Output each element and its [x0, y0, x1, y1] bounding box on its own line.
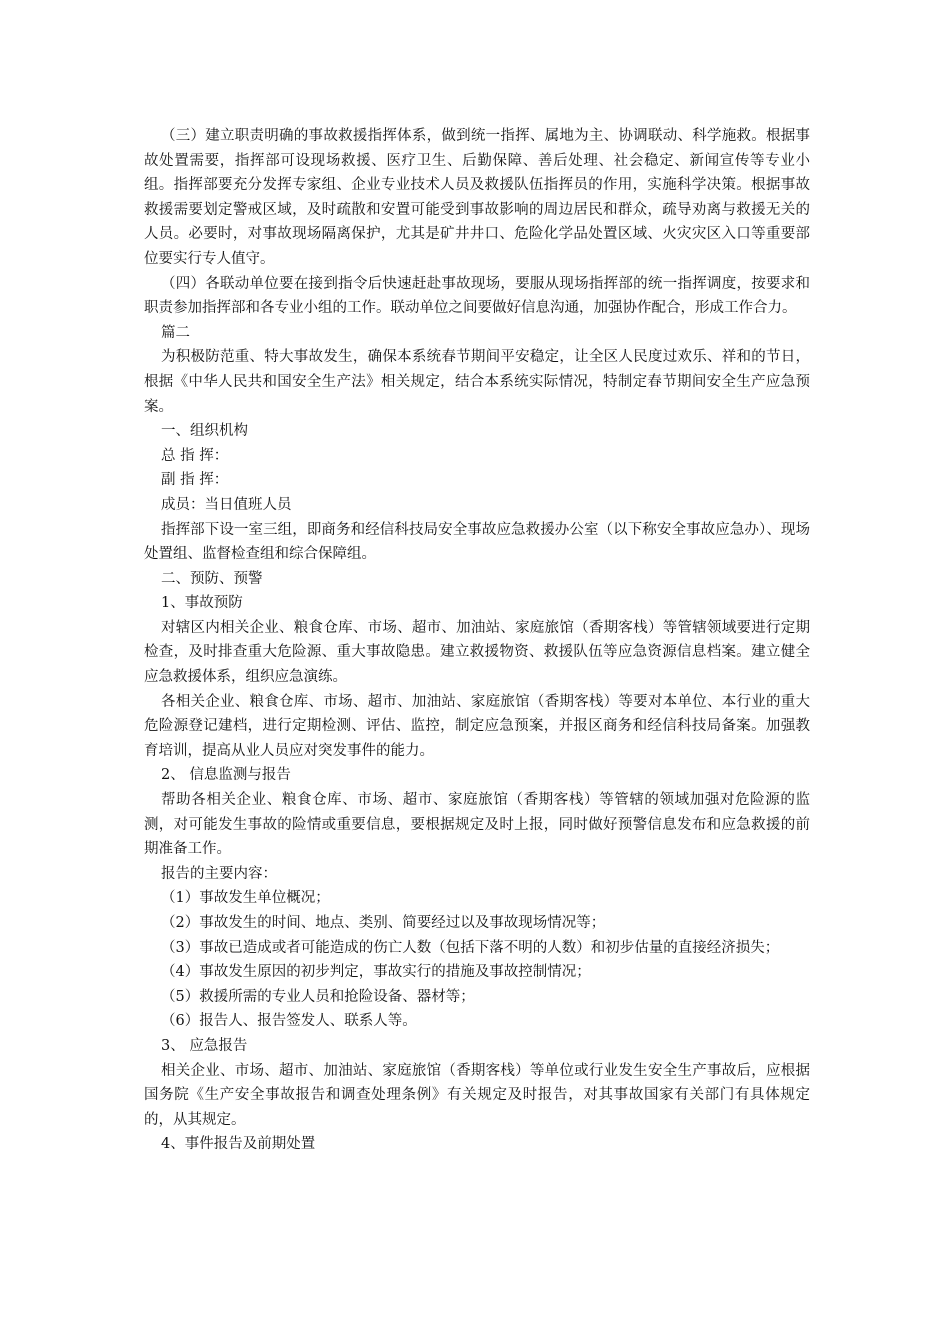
- list-item-report-1: （1）事故发生单位概况；: [161, 890, 330, 907]
- heading-emergency-report: 3、 应急报告: [161, 1037, 248, 1054]
- list-item-report-5: （5）救援所需的专业人员和抢险设备、器材等；: [161, 988, 475, 1005]
- section-heading-part-two: 篇二: [161, 324, 190, 341]
- heading-organization: 一、组织机构: [161, 423, 248, 440]
- list-item-report-6: （6）报告人、报告签发人、联系人等。: [161, 1013, 417, 1030]
- heading-event-report-initial-response: 4、事件报告及前期处置: [161, 1136, 316, 1153]
- paragraph-linkage-units: （四）各联动单位要在接到指令后快速赶赴事故现场，要服从现场指挥部的统一指挥调度，按要求和职责参加指挥部和各专业小组的工作。联动单位之间要做好信息沟通，加强协作配合，形成工作合力。: [144, 275, 810, 317]
- line-report-contents: 报告的主要内容：: [161, 865, 277, 882]
- paragraph-hazard-monitoring: 帮助各相关企业、粮食仓库、市场、超市、家庭旅馆（香期客栈）等管辖的领域加强对危险源的监测，对可能发生事故的险情或重要信息，要根据规定及时上报，同时做好预警信息发布和应急救援的前期准备工作。: [144, 792, 810, 858]
- paragraph-regular-inspection: 对辖区内相关企业、粮食仓库、市场、超市、加油站、家庭旅馆（香期客栈）等管辖领域要进行定期检查，及时排查重大危险源、重大事故隐患。建立救援物资、救援队伍等应急资源信息档案。建立健全应急救援体系，组织应急演练。: [144, 619, 810, 686]
- list-item-report-4: （4）事故发生原因的初步判定，事故实行的措施及事故控制情况；: [161, 964, 591, 981]
- line-commander: 总 指 挥：: [161, 447, 229, 464]
- list-item-report-2: （2）事故发生的时间、地点、类别、简要经过以及事故现场情况等；: [161, 915, 606, 931]
- heading-accident-prevention: 1、事故预防: [161, 595, 243, 612]
- paragraph-accident-reporting: 相关企业、市场、超市、加油站、家庭旅馆（香期客栈）等单位或行业发生安全生产事故后，应根据国务院《生产安全事故报告和调查处理条例》有关规定及时报告，对其事故国家有关部门有具体规定的，从其规定。: [144, 1062, 810, 1128]
- paragraph-plan-purpose: 为积极防范重、特大事故发生，确保本系统春节期间平安稳定，让全区人民度过欢乐、祥和的节日，根据《中华人民共和国安全生产法》相关规定，结合本系统实际情况，特制定春节期间安全生产应急预案。: [144, 349, 810, 415]
- list-item-report-3: （3）事故已造成或者可能造成的伤亡人数（包括下落不明的人数）和初步估量的直接经济损失；: [161, 939, 780, 956]
- line-members: 成员：当日值班人员: [161, 496, 292, 513]
- heading-monitoring-reporting: 2、 信息监测与报告: [161, 767, 291, 784]
- line-deputy-commander: 副 指 挥：: [161, 472, 229, 489]
- document-body: [144, 124, 810, 1157]
- paragraph-rescue-command-system: （三）建立职责明确的事故救援指挥体系，做到统一指挥、属地为主、协调联动、科学施救。根据事故处置需要，指挥部可设现场救援、医疗卫生、后勤保障、善后处理、社会稳定、新闻宣传等专业小组。指挥部要充分发挥专家组、企业专业技术人员及救援队伍指挥员的作用，实施科学决策。根据事故救援需要划定警戒区域，及时疏散和安置可能受到事故影响的周边居民和群众，疏导劝离与救援无关的人员。必要时，对事故现场隔离保护，尤其是矿井井口、危险化学品处置区域、火灾灾区入口等重要部位要实行专人值守。: [144, 128, 810, 267]
- heading-prevention-warning: 二、预防、预警: [161, 570, 263, 587]
- paragraph-hazard-registration: 各相关企业、粮食仓库、市场、超市、加油站、家庭旅馆（香期客栈）等要对本单位、本行业的重大危险源登记建档，进行定期检测、评估、监控，制定应急预案，并报区商务和经信科技局备案。加强教育培训，提高从业人员应对突发事件的能力。: [144, 693, 810, 759]
- paragraph-command-structure: 指挥部下设一室三组，即商务和经信科技局安全事故应急救援办公室（以下称安全事故应急办）、现场处置组、监督检查组和综合保障组。: [144, 521, 810, 563]
